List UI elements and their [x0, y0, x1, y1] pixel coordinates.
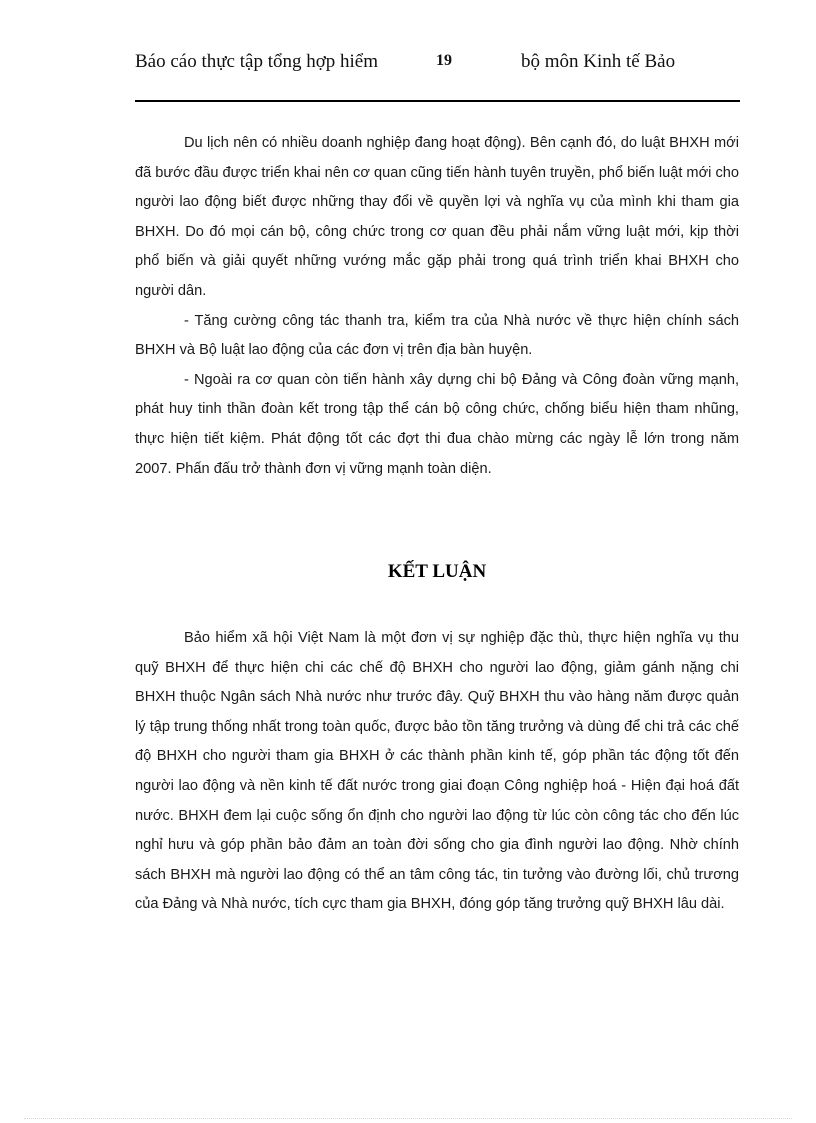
- body-section-top: [135, 129, 739, 484]
- paragraph-inspection: - Tăng cường công tác thanh tra, kiểm tra của Nhà nước về thực hiện chính sách BHXH và Bộ luật lao động của các đơn vị trên địa bàn huyện.: [135, 312, 739, 359]
- paragraph-party-building: - Ngoài ra cơ quan còn tiến hành xây dựng chi bộ Đảng và Công đoàn vững mạnh, phát huy tinh thần đoàn kết trong tập thể cán bộ công chức, chống biểu hiện tham nhũng, thực hiện tiết kiệm. Phát động tốt các đợt thi đua chào mừng các ngày lễ lớn trong năm 2007. Phấn đấu trở thành đơn vị vững mạnh toàn diện.: [135, 371, 739, 477]
- paragraph-continuation: Du lịch nên có nhiều doanh nghiệp đang hoạt động). Bên cạnh đó, do luật BHXH mới đã bước đầu được triển khai nên cơ quan cũng tiến hành tuyên truyền, phổ biến luật mới cho người lao động biết được những thay đổi về quyền lợi và nghĩa vụ của mình khi tham gia BHXH. Do đó mọi cán bộ, công chức trong cơ quan đều phải nắm vững luật mới, kịp thời phổ biến và giải quyết những vướng mắc gặp phải trong quá trình triển khai BHXH cho người dân.: [135, 135, 739, 299]
- header-report-title: Báo cáo thực tập tổng hợp hiểm: [135, 51, 379, 72]
- conclusion-heading: KẾT LUẬN: [387, 561, 487, 582]
- page-bottom-divider: [24, 1118, 792, 1119]
- page-number: 19: [436, 52, 452, 69]
- header-department: bộ môn Kinh tế Bảo: [521, 51, 676, 72]
- conclusion-section: [135, 624, 739, 920]
- conclusion-paragraph: Bảo hiểm xã hội Việt Nam là một đơn vị sự nghiệp đặc thù, thực hiện nghĩa vụ thu quỹ BHXH để thực hiện chi các chế độ BHXH cho người lao động, giảm gánh nặng chi BHXH thuộc Ngân sách Nhà nước như trước đây. Quỹ BHXH thu vào hàng năm được quản lý tập trung thống nhất trong toàn quốc, được bảo tồn tăng trưởng và dùng để chi trả các chế độ BHXH cho người tham gia BHXH ở các thành phần kinh tế, góp phần tác động tốt đến người lao động và nền kinh tế đất nước trong giai đoạn Công nghiệp hoá - Hiện đại hoá đất nước. BHXH đem lại cuộc sống ổn định cho người lao động từ lúc còn công tác cho đến lúc nghỉ hưu và góp phần bảo đảm an toàn đời sống cho gia đình người lao động. Nhờ chính sách BHXH mà người lao động có thể an tâm công tác, tin tưởng vào đường lối, chủ trương của Đảng và Nhà nước, tích cực tham gia BHXH, đóng góp tăng trưởng quỹ BHXH lâu dài.: [135, 630, 739, 913]
- page-header: [135, 48, 740, 102]
